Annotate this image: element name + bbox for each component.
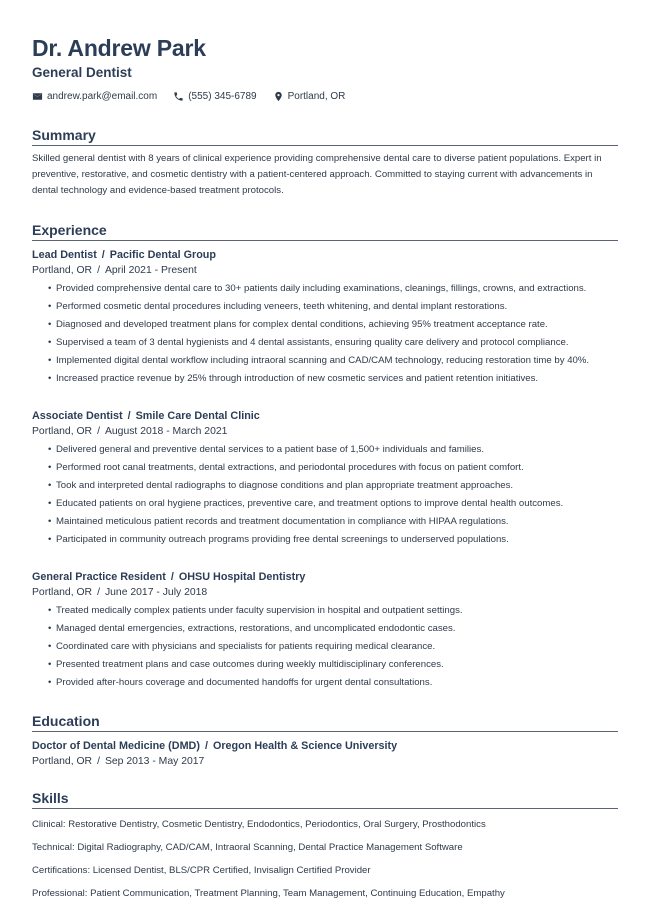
education-dates: Sep 2013 - May 2017: [104, 756, 205, 767]
job-meta: [32, 585, 618, 600]
education-section: [32, 712, 618, 769]
list-item: • Supervised a team of 3 dental hygienists and 4 dental assistants, ensuring quality care delivery and protocol compliance.: [48, 336, 618, 350]
list-item: • Coordinated care with physicians and specialists for patients requiring medical clearance.: [48, 640, 618, 654]
resume-header: [32, 34, 618, 104]
education-heading-line: [32, 738, 618, 754]
contact-phone[interactable]: [173, 91, 256, 102]
separator: /: [204, 740, 208, 752]
separator: /: [170, 571, 174, 583]
list-item: • Performed root canal treatments, dental extractions, and periodontal procedures with focus on patient comfort.: [48, 461, 618, 475]
mail-icon: [32, 91, 43, 102]
skill-line-professional: Professional: Patient Communication, Treatment Planning, Team Management, Continuing Education, Empathy: [32, 888, 505, 899]
job-role: General Practice Resident: [32, 571, 166, 583]
map-pin-icon: [273, 91, 284, 102]
job-company: Pacific Dental Group: [109, 249, 216, 261]
phone-icon: [173, 91, 184, 102]
contact-location: [273, 91, 346, 102]
skill-line-technical: Technical: Digital Radiography, CAD/CAM, Intraoral Scanning, Dental Practice Management Software: [32, 842, 463, 853]
list-item: • Provided comprehensive dental care to 30+ patients daily including examinations, cleanings, fillings, crowns, and extractions.: [48, 282, 618, 296]
list-item: • Took and interpreted dental radiographs to diagnose conditions and plan appropriate treatment approaches.: [48, 479, 618, 493]
list-item: • Increased practice revenue by 25% through introduction of new cosmetic services and patient retention initiatives.: [48, 372, 618, 386]
job-location: Portland, OR: [32, 265, 93, 276]
job-meta: [32, 424, 618, 439]
candidate-title: General Dentist: [32, 65, 132, 80]
education-meta: [32, 754, 618, 769]
candidate-name: Dr. Andrew Park: [32, 35, 206, 61]
list-item: • Implemented digital dental workflow including intraoral scanning and CAD/CAM technology, reducing restoration time by 40%.: [48, 354, 618, 368]
job-heading: [32, 408, 618, 424]
job-location: Portland, OR: [32, 426, 93, 437]
job-dates: June 2017 - July 2018: [104, 587, 208, 598]
job-location: Portland, OR: [32, 587, 93, 598]
school: Oregon Health & Science University: [212, 740, 398, 752]
list-item: • Treated medically complex patients under faculty supervision in hospital and outpatient settings.: [48, 604, 618, 618]
job-entry: [32, 408, 618, 547]
list-item: • Managed dental emergencies, extractions, restorations, and uncomplicated endodontic cases.: [48, 622, 618, 636]
job-role: Lead Dentist: [32, 249, 97, 261]
job-heading: [32, 569, 618, 585]
job-bullets: [32, 282, 618, 386]
list-item: • Performed cosmetic dental procedures including veneers, teeth whitening, and dental implant restorations.: [48, 300, 618, 314]
job-entry: [32, 569, 618, 690]
summary-text: Skilled general dentist with 8 years of clinical experience providing comprehensive dental care to diverse patient populations. Expert in preventive, restorative, and cosmetic dentistry with a patient-centered approach. Committed to staying current with advancements in dental technology and evidence-based treatment protocols.: [32, 153, 602, 196]
contact-bar: [32, 88, 618, 104]
list-item: • Presented treatment plans and case outcomes during weekly multidisciplinary conferences.: [48, 658, 618, 672]
summary-section: [32, 126, 618, 199]
job-meta: [32, 263, 618, 278]
skill-line-certifications: Certifications: Licensed Dentist, BLS/CPR Certified, Invisalign Certified Provider: [32, 865, 371, 876]
job-role: Associate Dentist: [32, 410, 123, 422]
separator: /: [97, 756, 100, 767]
job-dates: August 2018 - March 2021: [104, 426, 228, 437]
contact-email[interactable]: [32, 91, 157, 102]
education-entry: [32, 738, 618, 769]
separator: /: [97, 587, 100, 598]
email-text: andrew.park@email.com: [47, 90, 158, 102]
job-heading: [32, 247, 618, 263]
job-dates: April 2021 - Present: [104, 265, 197, 276]
education-location: Portland, OR: [32, 756, 93, 767]
separator: /: [127, 410, 131, 422]
location-text: Portland, OR: [287, 90, 346, 102]
education-heading: Education: [32, 712, 618, 732]
job-bullets: [32, 604, 618, 690]
job-entry: [32, 247, 618, 386]
list-item: • Diagnosed and developed treatment plans for complex dental conditions, achieving 95% treatment acceptance rate.: [48, 318, 618, 332]
skill-line-clinical: Clinical: Restorative Dentistry, Cosmetic Dentistry, Endodontics, Periodontics, Oral Surgery, Prosthodontics: [32, 819, 486, 830]
list-item: • Participated in community outreach programs providing free dental screenings to underserved populations.: [48, 533, 618, 547]
list-item: • Maintained meticulous patient records and treatment documentation in compliance with HIPAA regulations.: [48, 515, 618, 529]
job-company: Smile Care Dental Clinic: [135, 410, 260, 422]
list-item: • Provided after-hours coverage and documented handoffs for urgent dental consultations.: [48, 676, 618, 690]
separator: /: [97, 426, 100, 437]
separator: /: [101, 249, 105, 261]
separator: /: [97, 265, 100, 276]
degree: Doctor of Dental Medicine (DMD): [32, 740, 200, 752]
phone-text: (555) 345-6789: [188, 90, 257, 102]
list-item: • Delivered general and preventive dental services to a patient base of 1,500+ individuals and families.: [48, 443, 618, 457]
experience-heading: Experience: [32, 221, 618, 241]
summary-heading: Summary: [32, 126, 618, 146]
job-bullets: [32, 443, 618, 547]
skills-section: [32, 789, 618, 901]
job-company: OHSU Hospital Dentistry: [178, 571, 306, 583]
skills-heading: Skills: [32, 789, 618, 809]
experience-section: [32, 221, 618, 690]
list-item: • Educated patients on oral hygiene practices, preventive care, and treatment options to improve dental health outcomes.: [48, 497, 618, 511]
